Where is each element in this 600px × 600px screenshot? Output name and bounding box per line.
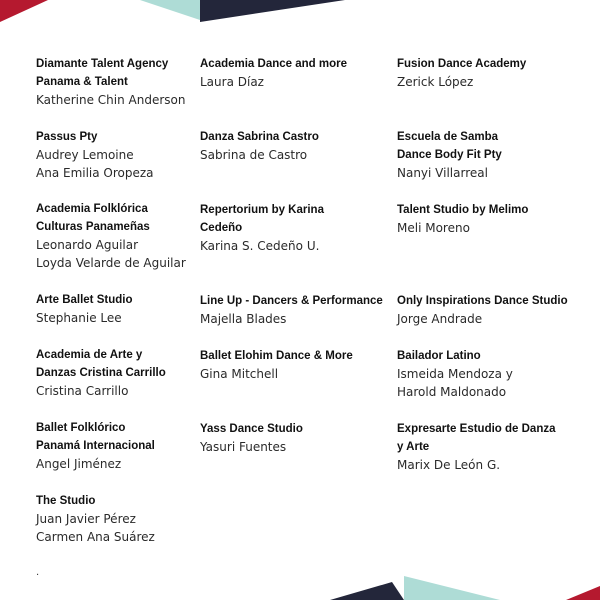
studio-people: Yasuri Fuentes (200, 440, 287, 454)
studio-name: Repertorium by Karina Cedeño (200, 204, 324, 234)
studio-name: Bailador Latino (397, 350, 481, 362)
studio-name: Academia de Arte y Danzas Cristina Carrillo (36, 349, 166, 379)
studio-name: Passus Pty (36, 131, 98, 143)
studio-entry (200, 201, 390, 255)
studio-entry (200, 347, 390, 383)
studio-entry (36, 419, 196, 473)
studio-entry (36, 128, 196, 182)
studio-people: Leonardo Aguilar Loyda Velarde de Aguilar (36, 238, 186, 270)
top-navy-shape (200, 0, 345, 22)
studio-entry (200, 292, 390, 328)
studio-name: Arte Ballet Studio (36, 294, 133, 306)
studio-people: Meli Moreno (397, 221, 470, 235)
column-1 (36, 55, 196, 546)
studio-entry (36, 492, 196, 546)
studio-entry (397, 201, 587, 237)
footer-mark: . (36, 567, 40, 578)
bottom-mint-shape (404, 576, 500, 600)
studio-people: Ismeida Mendoza y Harold Maldonado (397, 367, 513, 399)
column-2 (200, 55, 390, 456)
studio-name: The Studio (36, 495, 96, 507)
studio-people: Majella Blades (200, 312, 287, 326)
studio-entry (36, 346, 196, 400)
studio-people: Karina S. Cedeño U. (200, 239, 320, 253)
studio-entry (397, 292, 587, 328)
studio-people: Cristina Carrillo (36, 384, 129, 398)
studio-name: Expresarte Estudio de Danza y Arte (397, 423, 556, 453)
studio-entry (200, 55, 390, 91)
bottom-red-shape (566, 586, 600, 600)
studio-name: Danza Sabrina Castro (200, 131, 319, 143)
studio-entry (36, 291, 196, 327)
studio-entry (200, 420, 390, 456)
studio-people: Juan Javier Pérez Carmen Ana Suárez (36, 512, 155, 544)
bottom-navy-shape (330, 582, 404, 600)
studio-people: Laura Díaz (200, 75, 264, 89)
studio-people: Marix De León G. (397, 458, 501, 472)
studio-name: Talent Studio by Melimo (397, 204, 529, 216)
studio-name: Ballet Elohim Dance & More (200, 350, 353, 362)
studio-name: Academia Folklórica Culturas Panameñas (36, 203, 150, 233)
studio-entry (36, 55, 196, 109)
studio-people: Katherine Chin Anderson (36, 93, 186, 107)
studio-people: Audrey Lemoine Ana Emilia Oropeza (36, 148, 154, 180)
studio-entry (397, 128, 587, 182)
top-left-red-shape (0, 0, 48, 22)
studio-name: Fusion Dance Academy (397, 58, 527, 70)
studio-entry (397, 420, 587, 474)
studio-entry (200, 128, 390, 164)
studio-people: Jorge Andrade (397, 312, 483, 326)
studio-name: Yass Dance Studio (200, 423, 303, 435)
studio-people: Zerick López (397, 75, 474, 89)
studio-name: Escuela de Samba Dance Body Fit Pty (397, 131, 502, 161)
studio-name: Only Inspirations Dance Studio (397, 295, 568, 307)
studio-people: Sabrina de Castro (200, 148, 308, 162)
studio-name: Diamante Talent Agency Panama & Talent (36, 58, 169, 88)
column-3 (397, 55, 587, 474)
studio-name: Line Up - Dancers & Performance (200, 295, 383, 307)
studio-people: Angel Jiménez (36, 457, 122, 471)
studio-name: Ballet Folklórico Panamá Internacional (36, 422, 155, 452)
studio-entry (397, 55, 587, 91)
studio-entry (397, 347, 587, 401)
studio-entry (36, 200, 196, 272)
studio-people: Nanyi Villarreal (397, 166, 488, 180)
studio-people: Stephanie Lee (36, 311, 122, 325)
studio-name: Academia Dance and more (200, 58, 348, 70)
studio-people: Gina Mitchell (200, 367, 279, 381)
